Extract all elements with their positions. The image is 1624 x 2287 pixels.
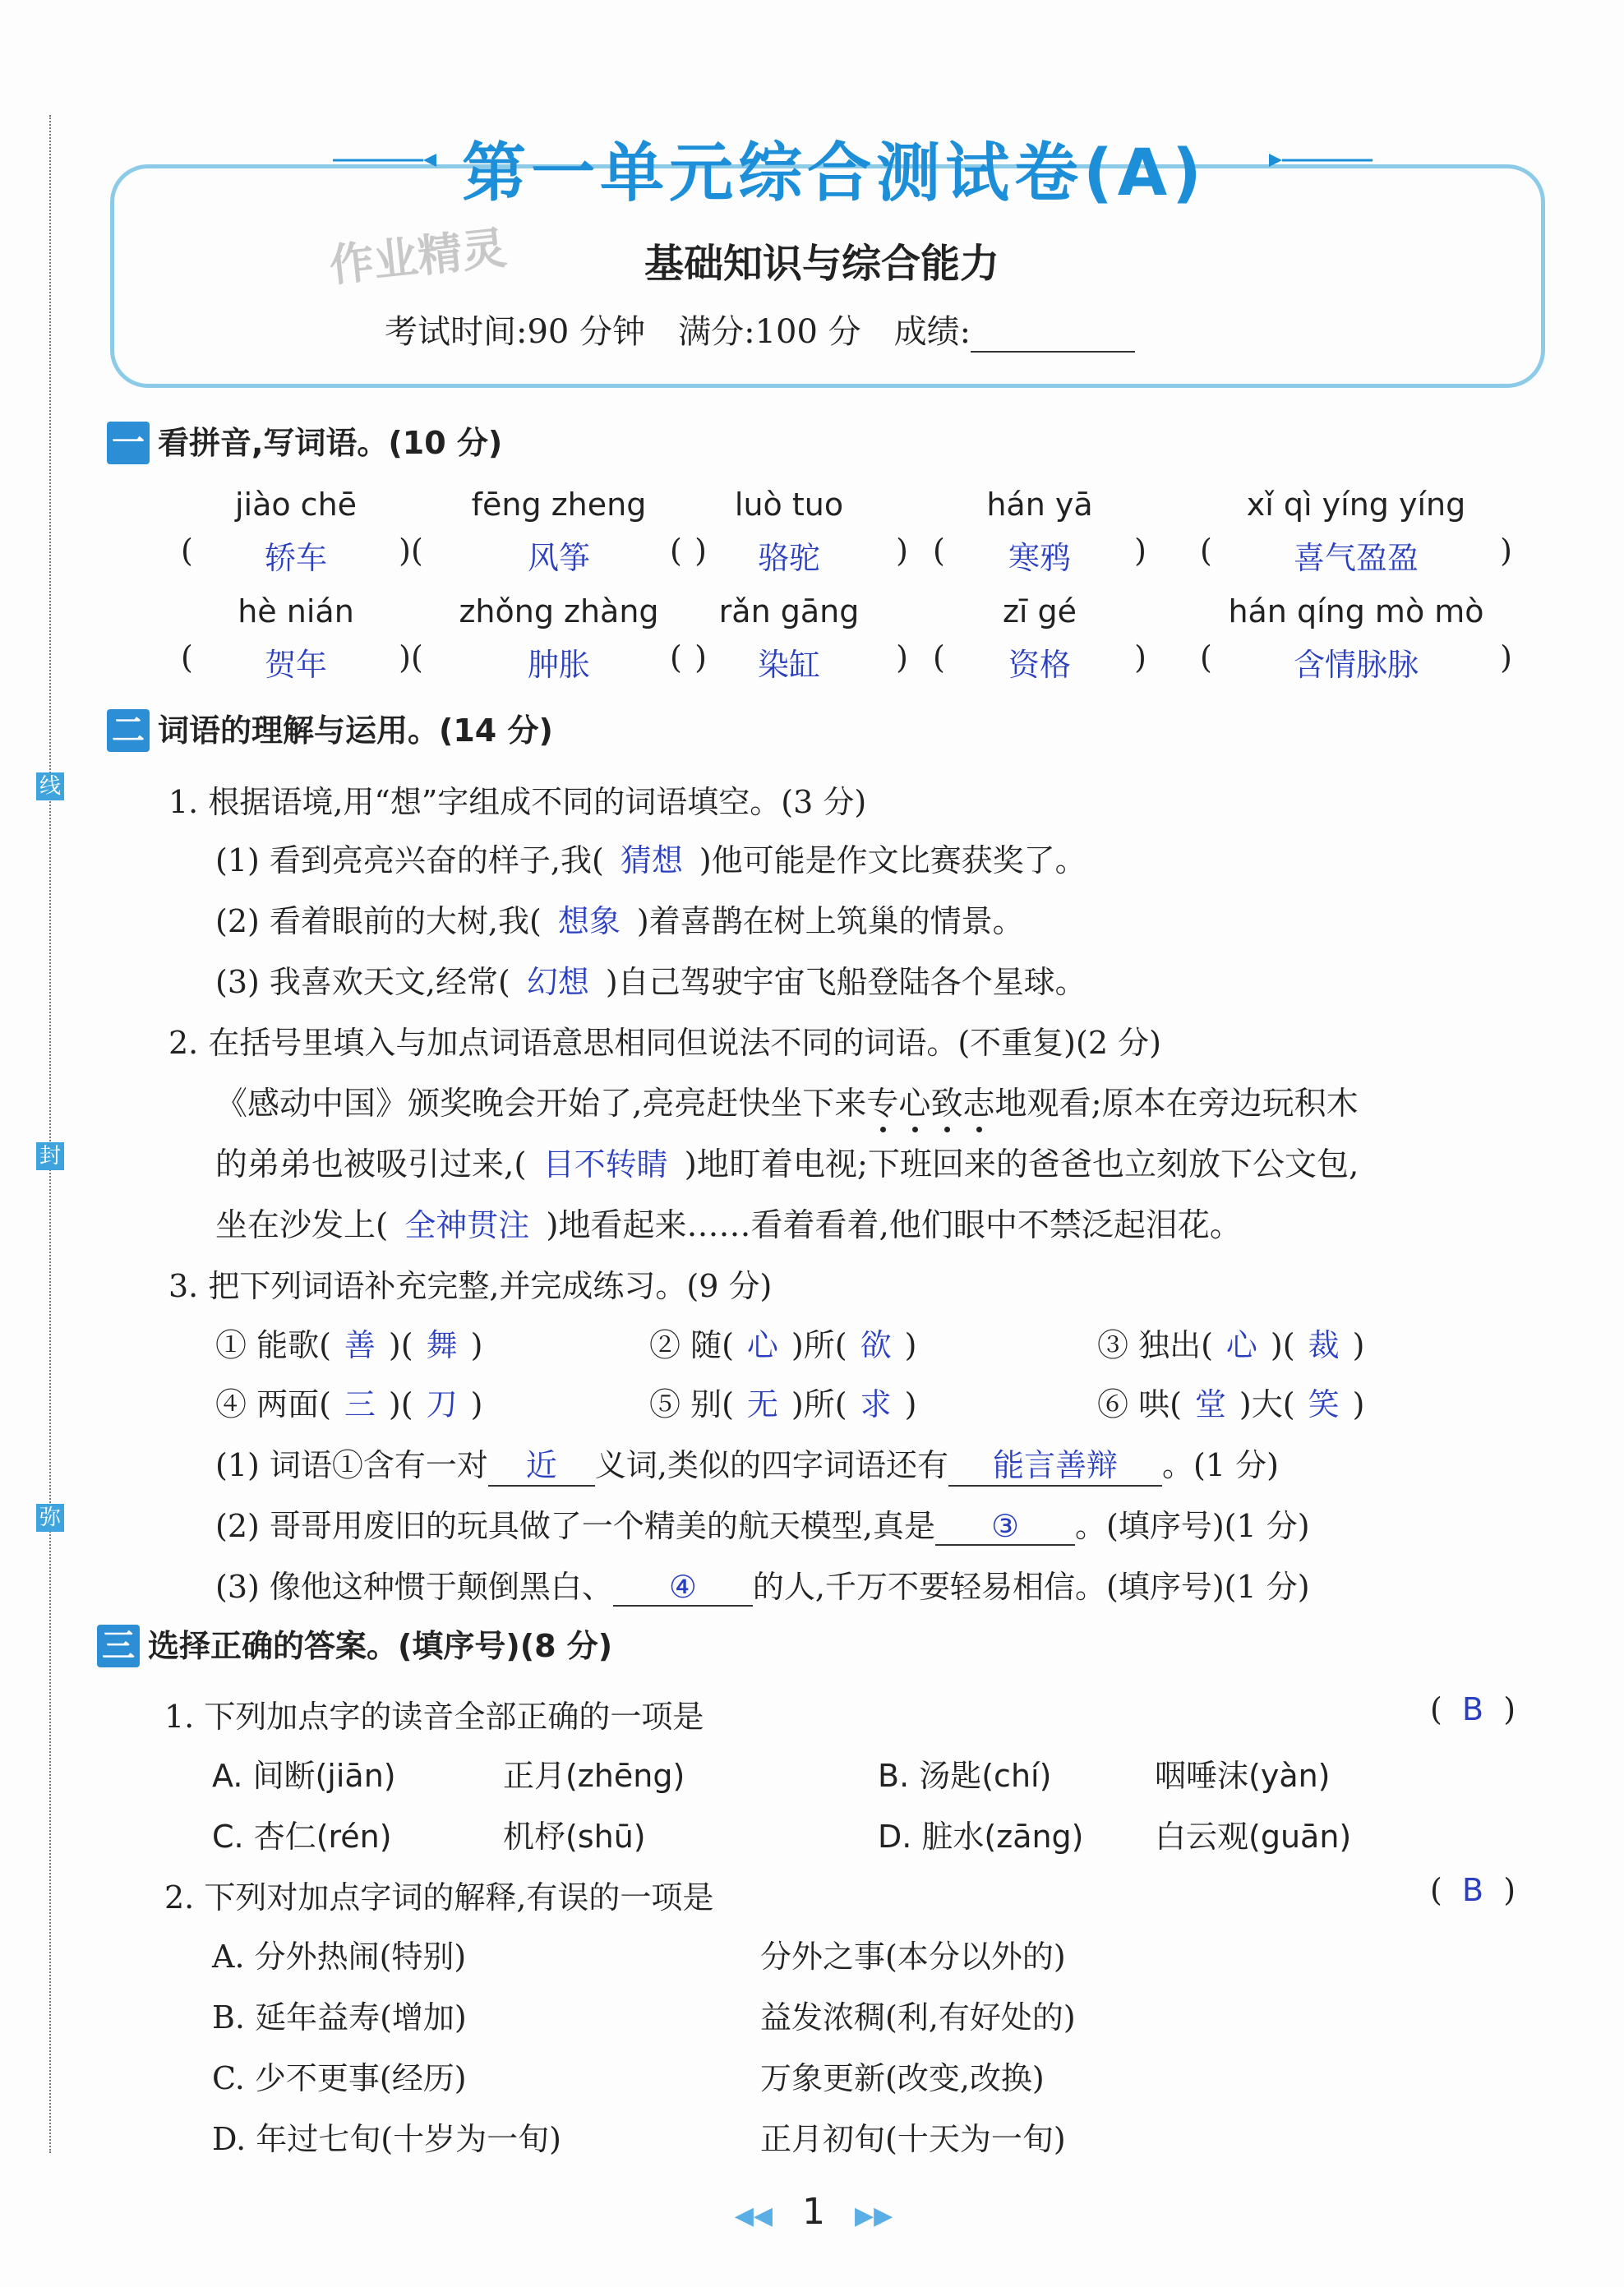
fill-answer[interactable]: 猜想 <box>620 842 683 878</box>
sub-text: (1) 词语①含有一对 <box>215 1447 488 1483</box>
fill-answer[interactable]: 幻想 <box>526 964 589 1000</box>
written-answer[interactable]: 染缸 <box>757 647 820 683</box>
fill-pre: (3) 我喜欢天文,经常( <box>215 964 510 1000</box>
fill-answer[interactable]: 全神贯注 <box>404 1207 530 1243</box>
idiom-item <box>1097 1320 1364 1365</box>
answer-parens <box>411 639 707 685</box>
answer-parens <box>933 639 1146 685</box>
passage-line <box>215 1078 1359 1124</box>
dotted-char: 专 <box>866 1086 899 1123</box>
close-paren: ) <box>1134 533 1146 569</box>
fill-post: )自己驾驶宇宙飞船登陆各个星球。 <box>605 964 1087 1000</box>
dotted-word <box>866 1086 994 1123</box>
passage-text: 地观看;原本在旁边玩积木 <box>994 1086 1359 1123</box>
idiom-text: ③ 独出( <box>1097 1327 1213 1363</box>
pinyin-text: xǐ qì yíng yíng <box>1246 486 1466 523</box>
passage-line <box>215 1139 1359 1185</box>
page-number: 1 <box>802 2191 825 2233</box>
idiom-text: )( <box>388 1327 413 1363</box>
close-paren: ) <box>694 533 707 569</box>
fill-post: )他可能是作文比赛获奖了。 <box>699 842 1087 878</box>
option-text: D. 年过七旬(十岁为一旬) <box>212 2121 561 2157</box>
question-stem: 2. 下列对加点字词的解释,有误的一项是 <box>164 1879 714 1916</box>
sub-text: 的人,千万不要轻易相信。(填序号)(1 分) <box>752 1569 1310 1605</box>
idiom-item <box>1097 1379 1364 1424</box>
option-text: A. 间断(jiān) <box>212 1758 396 1794</box>
margin-label-mi: 弥 <box>36 1504 64 1532</box>
pinyin-text: luò tuo <box>734 486 844 523</box>
passage-text: 的弟弟也被吸引过来,( <box>215 1146 527 1183</box>
answer-parens <box>181 533 411 578</box>
close-paren: ) <box>1134 639 1146 675</box>
section-title: 选择正确的答案。(填序号)(8 分) <box>148 1628 613 1664</box>
written-answer[interactable]: 骆驼 <box>757 540 820 576</box>
page-subtitle: 基础知识与综合能力 <box>644 241 999 287</box>
dotted-char: 致 <box>930 1086 963 1123</box>
margin-label-feng: 封 <box>36 1142 64 1170</box>
section-1-header <box>107 417 502 464</box>
fill-answer[interactable]: 能言善辩 <box>948 1440 1162 1487</box>
open-paren: ( <box>933 639 945 675</box>
idiom-answer[interactable]: 心 <box>746 1327 778 1363</box>
pinyin-text: zī gé <box>1002 593 1077 629</box>
idiom-text: ) <box>1352 1327 1365 1363</box>
idiom-text: ① 能歌( <box>215 1327 331 1363</box>
answer-parens <box>1200 639 1512 685</box>
section-badge: 二 <box>107 709 150 752</box>
section-badge: 三 <box>97 1625 140 1667</box>
idiom-answer[interactable]: 三 <box>344 1386 376 1422</box>
idiom-answer[interactable]: 笑 <box>1308 1386 1340 1422</box>
idiom-text: ) <box>904 1386 917 1422</box>
option-text: 正月初旬(十天为一旬) <box>760 2121 1066 2157</box>
passage-text: )地看起来……看着看着,他们眼中不禁泛起泪花。 <box>546 1207 1242 1244</box>
fill-post: )着喜鹊在树上筑巢的情景。 <box>636 903 1024 939</box>
option-text: 咽唾沫(yàn) <box>1155 1758 1331 1794</box>
answer-parens <box>933 533 1146 578</box>
binding-line <box>49 115 51 2153</box>
sub-text: (3) 像他这种惯于颠倒黑白、 <box>215 1569 613 1605</box>
idiom-answer[interactable]: 裁 <box>1308 1327 1340 1363</box>
option-text: B. 汤匙(chí) <box>878 1758 1052 1794</box>
fill-pre: (2) 看着眼前的大树,我( <box>215 903 542 939</box>
written-answer[interactable]: 喜气盈盈 <box>1293 540 1419 576</box>
idiom-answer[interactable]: 欲 <box>860 1327 892 1363</box>
sub-text: 。(填序号)(1 分) <box>1075 1508 1310 1544</box>
dotted-char: 心 <box>898 1086 931 1123</box>
section-title: 看拼音,写词语。(10 分) <box>158 425 503 461</box>
fill-line <box>215 896 1024 941</box>
exam-info-text: 考试时间:90 分钟 满分:100 分 成绩: <box>385 313 971 351</box>
pinyin-text: jiào chē <box>234 486 358 523</box>
sub-text: 。(1 分) <box>1162 1447 1279 1483</box>
idiom-answer[interactable]: 心 <box>1225 1327 1257 1363</box>
idiom-item <box>649 1379 916 1424</box>
answer-parens <box>670 639 908 685</box>
idiom-answer[interactable]: 舞 <box>426 1327 458 1363</box>
prev-arrow-icon: ◀◀ <box>734 2202 773 2230</box>
option-text: 分外之事(本分以外的) <box>760 1939 1066 1975</box>
passage-line <box>215 1200 1242 1246</box>
question-stem: 3. 把下列词语补充完整,并完成练习。(9 分) <box>168 1268 773 1304</box>
option-text: 万象更新(改变,改换) <box>760 2060 1045 2096</box>
open-paren: ( <box>411 533 423 569</box>
pinyin-text: zhǒng zhàng <box>459 593 659 629</box>
idiom-text: )( <box>388 1386 413 1422</box>
close-paren: ) <box>896 639 908 675</box>
answer-parens <box>181 639 411 685</box>
idiom-text: )所( <box>791 1327 847 1363</box>
idiom-item <box>649 1320 916 1365</box>
pinyin-text: rǎn gāng <box>718 593 860 629</box>
idiom-text: )所( <box>791 1386 847 1422</box>
answer-parens <box>1200 533 1512 578</box>
written-answer[interactable]: 含情脉脉 <box>1293 647 1419 683</box>
written-answer[interactable]: 轿车 <box>264 540 327 576</box>
page-title: 第一单元综合测试卷(A) <box>462 136 1206 210</box>
passage-text: )地盯着电视;下班回来的爸爸也立刻放下公文包, <box>684 1146 1359 1183</box>
pinyin-text: hán yā <box>986 486 1093 523</box>
idiom-text: ) <box>470 1386 483 1422</box>
question-stem: 1. 下列加点字的读音全部正确的一项是 <box>164 1699 704 1735</box>
open-paren: ( <box>181 639 193 675</box>
open-paren: ( <box>933 533 945 569</box>
open-paren: ( <box>1200 533 1212 569</box>
margin-label-xian: 线 <box>36 772 64 800</box>
written-answer[interactable]: 贺年 <box>264 647 327 683</box>
idiom-item <box>215 1379 482 1424</box>
fill-line <box>215 835 1087 880</box>
close-paren: ) <box>1500 639 1512 675</box>
option-text: C. 少不更事(经历) <box>212 2060 467 2096</box>
score-blank[interactable] <box>971 315 1135 353</box>
written-answer[interactable]: 寒鸦 <box>1008 540 1071 576</box>
idiom-answer[interactable]: 堂 <box>1194 1386 1226 1422</box>
dotted-char: 志 <box>962 1086 995 1123</box>
fill-answer[interactable]: 想象 <box>557 903 621 939</box>
fill-answer[interactable]: ④ <box>613 1569 753 1607</box>
sub-text: (2) 哥哥用废旧的玩具做了一个精美的航天模型,真是 <box>215 1508 935 1544</box>
option-text: B. 延年益寿(增加) <box>212 1999 467 2036</box>
fill-line <box>215 957 1087 1002</box>
question-stem: 2. 在括号里填入与加点词语意思相同但说法不同的词语。(不重复)(2 分) <box>168 1025 1161 1061</box>
idiom-item <box>215 1320 482 1365</box>
fill-answer[interactable]: 目不转睛 <box>542 1146 668 1183</box>
question-stem: 1. 根据语境,用“想”字组成不同的词语填空。(3 分) <box>168 784 867 820</box>
close-paren: ) <box>896 533 908 569</box>
idiom-answer[interactable]: 求 <box>860 1386 892 1422</box>
option-text: 益发浓稠(利,有好处的) <box>760 1999 1076 2036</box>
exam-info <box>385 306 1135 353</box>
idiom-text: ) <box>904 1327 917 1363</box>
sub-question <box>215 1561 1310 1607</box>
open-paren: ( <box>1200 639 1212 675</box>
passage-text: 《感动中国》颁奖晚会开始了,亮亮赶快坐下来 <box>215 1086 867 1123</box>
idiom-text: ④ 两面( <box>215 1386 331 1422</box>
open-paren: ( <box>411 639 423 675</box>
section-3-header <box>97 1621 612 1667</box>
pinyin-text: hè nián <box>238 593 354 629</box>
sub-question <box>215 1501 1310 1546</box>
right-ornament-icon <box>1257 152 1373 164</box>
idiom-text: )大( <box>1239 1386 1295 1422</box>
answer-parens <box>411 533 707 578</box>
idiom-text: ) <box>1352 1386 1365 1422</box>
open-paren: ( <box>181 533 193 569</box>
close-paren: ) <box>694 639 707 675</box>
section-2-header <box>107 705 553 752</box>
answer-parens <box>670 533 908 578</box>
idiom-text: ) <box>470 1327 483 1363</box>
answer-bracket: ( B ) <box>1430 1691 1516 1727</box>
open-paren: ( <box>670 639 682 675</box>
written-answer[interactable]: 资格 <box>1008 647 1071 683</box>
section-title: 词语的理解与运用。(14 分) <box>158 712 553 749</box>
idiom-answer[interactable]: 无 <box>746 1386 778 1422</box>
page-footer <box>715 2191 912 2233</box>
idiom-answer[interactable]: 刀 <box>426 1386 458 1422</box>
watermark: 作业精灵 <box>326 221 510 293</box>
written-answer[interactable]: 风筝 <box>527 540 590 576</box>
next-arrow-icon: ▶▶ <box>855 2202 893 2230</box>
option-text: 白云观(guān) <box>1155 1819 1352 1855</box>
fill-pre: (1) 看到亮亮兴奋的样子,我( <box>215 842 604 878</box>
section-badge: 一 <box>107 422 150 464</box>
option-text: C. 杏仁(rén) <box>212 1819 392 1855</box>
passage-text: 坐在沙发上( <box>215 1207 389 1244</box>
fill-answer[interactable]: 近 <box>488 1440 595 1487</box>
close-paren: ) <box>1500 533 1512 569</box>
pinyin-text: hán qíng mò mò <box>1228 593 1484 629</box>
idiom-text: ⑤ 别( <box>649 1386 734 1422</box>
option-text: A. 分外热闹(特别) <box>212 1939 467 1975</box>
idiom-text: ⑥ 哄( <box>1097 1386 1182 1422</box>
idiom-answer[interactable]: 善 <box>344 1327 376 1363</box>
choice-answer[interactable]: B <box>1461 1872 1484 1908</box>
pinyin-text: fēng zheng <box>471 486 647 523</box>
written-answer[interactable]: 肿胀 <box>527 647 590 683</box>
idiom-text: ② 随( <box>649 1327 734 1363</box>
answer-bracket: ( B ) <box>1430 1872 1516 1908</box>
close-paren: ) <box>399 639 411 675</box>
option-text: 正月(zhēng) <box>503 1758 685 1794</box>
choice-answer[interactable]: B <box>1461 1691 1484 1727</box>
sub-question <box>215 1440 1279 1487</box>
option-text: D. 脏水(zāng) <box>878 1819 1084 1855</box>
option-text: 机杼(shū) <box>503 1819 646 1855</box>
fill-answer[interactable]: ③ <box>935 1508 1075 1546</box>
open-paren: ( <box>670 533 682 569</box>
idiom-text: )( <box>1270 1327 1295 1363</box>
sub-text: 义词,类似的四字词语还有 <box>594 1447 949 1483</box>
close-paren: ) <box>399 533 411 569</box>
